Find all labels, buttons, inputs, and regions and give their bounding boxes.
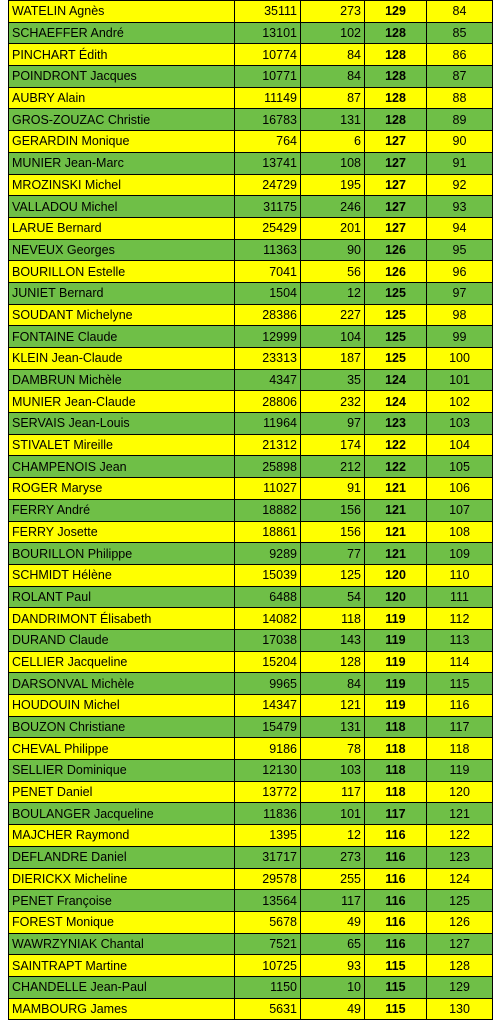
player-name-cell: FOREST Monique bbox=[9, 911, 235, 933]
count-value-cell: 121 bbox=[301, 695, 365, 717]
score-cell: 119 bbox=[365, 695, 427, 717]
total-value-cell: 14347 bbox=[235, 695, 301, 717]
rank-cell: 125 bbox=[427, 890, 493, 912]
player-name-cell: CHEVAL Philippe bbox=[9, 738, 235, 760]
total-value-cell: 18861 bbox=[235, 521, 301, 543]
player-name-cell: BOURILLON Estelle bbox=[9, 261, 235, 283]
player-name-cell: DEFLANDRE Daniel bbox=[9, 846, 235, 868]
count-value-cell: 49 bbox=[301, 911, 365, 933]
table-row bbox=[9, 87, 493, 109]
score-cell: 116 bbox=[365, 846, 427, 868]
total-value-cell: 9965 bbox=[235, 673, 301, 695]
score-cell: 118 bbox=[365, 716, 427, 738]
player-name-cell: BOULANGER Jacqueline bbox=[9, 803, 235, 825]
count-value-cell: 131 bbox=[301, 716, 365, 738]
score-cell: 127 bbox=[365, 152, 427, 174]
rank-cell: 111 bbox=[427, 586, 493, 608]
table-row bbox=[9, 282, 493, 304]
count-value-cell: 49 bbox=[301, 998, 365, 1020]
total-value-cell: 24729 bbox=[235, 174, 301, 196]
player-name-cell: STIVALET Mireille bbox=[9, 434, 235, 456]
score-cell: 125 bbox=[365, 304, 427, 326]
rank-cell: 91 bbox=[427, 152, 493, 174]
total-value-cell: 10771 bbox=[235, 66, 301, 88]
score-cell: 128 bbox=[365, 66, 427, 88]
score-cell: 124 bbox=[365, 391, 427, 413]
player-name-cell: WAWRZYNIAK Chantal bbox=[9, 933, 235, 955]
count-value-cell: 77 bbox=[301, 543, 365, 565]
score-cell: 120 bbox=[365, 586, 427, 608]
table-row bbox=[9, 521, 493, 543]
total-value-cell: 13772 bbox=[235, 781, 301, 803]
total-value-cell: 13101 bbox=[235, 22, 301, 44]
rank-cell: 85 bbox=[427, 22, 493, 44]
player-name-cell: SELLIER Dominique bbox=[9, 760, 235, 782]
rank-cell: 118 bbox=[427, 738, 493, 760]
table-row bbox=[9, 499, 493, 521]
player-name-cell: MUNIER Jean-Marc bbox=[9, 152, 235, 174]
ranking-table bbox=[8, 0, 493, 1020]
table-row bbox=[9, 846, 493, 868]
count-value-cell: 227 bbox=[301, 304, 365, 326]
count-value-cell: 212 bbox=[301, 456, 365, 478]
total-value-cell: 15039 bbox=[235, 564, 301, 586]
count-value-cell: 108 bbox=[301, 152, 365, 174]
table-row bbox=[9, 456, 493, 478]
table-row bbox=[9, 911, 493, 933]
score-cell: 127 bbox=[365, 131, 427, 153]
rank-cell: 110 bbox=[427, 564, 493, 586]
table-row bbox=[9, 803, 493, 825]
count-value-cell: 93 bbox=[301, 955, 365, 977]
score-cell: 125 bbox=[365, 326, 427, 348]
count-value-cell: 12 bbox=[301, 282, 365, 304]
total-value-cell: 25898 bbox=[235, 456, 301, 478]
player-name-cell: DAMBRUN Michèle bbox=[9, 369, 235, 391]
table-row bbox=[9, 434, 493, 456]
player-name-cell: VALLADOU Michel bbox=[9, 196, 235, 218]
score-cell: 119 bbox=[365, 651, 427, 673]
score-cell: 121 bbox=[365, 543, 427, 565]
score-cell: 126 bbox=[365, 239, 427, 261]
score-cell: 116 bbox=[365, 933, 427, 955]
rank-cell: 100 bbox=[427, 348, 493, 370]
rank-cell: 98 bbox=[427, 304, 493, 326]
total-value-cell: 4347 bbox=[235, 369, 301, 391]
rank-cell: 94 bbox=[427, 217, 493, 239]
count-value-cell: 101 bbox=[301, 803, 365, 825]
total-value-cell: 13564 bbox=[235, 890, 301, 912]
table-row bbox=[9, 629, 493, 651]
player-name-cell: SAINTRAPT Martine bbox=[9, 955, 235, 977]
count-value-cell: 143 bbox=[301, 629, 365, 651]
count-value-cell: 78 bbox=[301, 738, 365, 760]
rank-cell: 90 bbox=[427, 131, 493, 153]
total-value-cell: 12130 bbox=[235, 760, 301, 782]
count-value-cell: 125 bbox=[301, 564, 365, 586]
rank-cell: 114 bbox=[427, 651, 493, 673]
count-value-cell: 131 bbox=[301, 109, 365, 131]
table-row bbox=[9, 695, 493, 717]
table-row bbox=[9, 998, 493, 1020]
score-cell: 128 bbox=[365, 109, 427, 131]
player-name-cell: CHANDELLE Jean-Paul bbox=[9, 976, 235, 998]
score-cell: 119 bbox=[365, 673, 427, 695]
total-value-cell: 10774 bbox=[235, 44, 301, 66]
player-name-cell: WATELIN Agnès bbox=[9, 1, 235, 23]
player-name-cell: CELLIER Jacqueline bbox=[9, 651, 235, 673]
rank-cell: 115 bbox=[427, 673, 493, 695]
count-value-cell: 201 bbox=[301, 217, 365, 239]
rank-cell: 88 bbox=[427, 87, 493, 109]
rank-cell: 129 bbox=[427, 976, 493, 998]
table-row bbox=[9, 673, 493, 695]
rank-cell: 116 bbox=[427, 695, 493, 717]
rank-cell: 89 bbox=[427, 109, 493, 131]
rank-cell: 119 bbox=[427, 760, 493, 782]
table-row bbox=[9, 564, 493, 586]
total-value-cell: 5678 bbox=[235, 911, 301, 933]
table-row bbox=[9, 890, 493, 912]
total-value-cell: 10725 bbox=[235, 955, 301, 977]
rank-cell: 122 bbox=[427, 825, 493, 847]
table-row bbox=[9, 369, 493, 391]
player-name-cell: MAJCHER Raymond bbox=[9, 825, 235, 847]
player-name-cell: ROLANT Paul bbox=[9, 586, 235, 608]
score-cell: 128 bbox=[365, 87, 427, 109]
table-row bbox=[9, 955, 493, 977]
count-value-cell: 65 bbox=[301, 933, 365, 955]
table-row bbox=[9, 261, 493, 283]
player-name-cell: BOURILLON Philippe bbox=[9, 543, 235, 565]
count-value-cell: 187 bbox=[301, 348, 365, 370]
total-value-cell: 15204 bbox=[235, 651, 301, 673]
count-value-cell: 6 bbox=[301, 131, 365, 153]
player-name-cell: FERRY André bbox=[9, 499, 235, 521]
player-name-cell: MAMBOURG James bbox=[9, 998, 235, 1020]
table-row bbox=[9, 152, 493, 174]
table-row bbox=[9, 868, 493, 890]
total-value-cell: 1150 bbox=[235, 976, 301, 998]
score-cell: 118 bbox=[365, 760, 427, 782]
total-value-cell: 7521 bbox=[235, 933, 301, 955]
count-value-cell: 84 bbox=[301, 673, 365, 695]
player-name-cell: SERVAIS Jean-Louis bbox=[9, 413, 235, 435]
player-name-cell: DARSONVAL Michèle bbox=[9, 673, 235, 695]
total-value-cell: 17038 bbox=[235, 629, 301, 651]
player-name-cell: MUNIER Jean-Claude bbox=[9, 391, 235, 413]
score-cell: 119 bbox=[365, 629, 427, 651]
total-value-cell: 764 bbox=[235, 131, 301, 153]
player-name-cell: DANDRIMONT Élisabeth bbox=[9, 608, 235, 630]
count-value-cell: 91 bbox=[301, 478, 365, 500]
total-value-cell: 21312 bbox=[235, 434, 301, 456]
total-value-cell: 9186 bbox=[235, 738, 301, 760]
table-row bbox=[9, 174, 493, 196]
score-cell: 125 bbox=[365, 348, 427, 370]
score-cell: 127 bbox=[365, 174, 427, 196]
table-row bbox=[9, 22, 493, 44]
score-cell: 116 bbox=[365, 825, 427, 847]
score-cell: 118 bbox=[365, 781, 427, 803]
rank-cell: 106 bbox=[427, 478, 493, 500]
table-row bbox=[9, 738, 493, 760]
total-value-cell: 11027 bbox=[235, 478, 301, 500]
table-row bbox=[9, 933, 493, 955]
player-name-cell: PINCHART Édith bbox=[9, 44, 235, 66]
player-name-cell: FONTAINE Claude bbox=[9, 326, 235, 348]
score-cell: 129 bbox=[365, 1, 427, 23]
score-cell: 123 bbox=[365, 413, 427, 435]
total-value-cell: 11964 bbox=[235, 413, 301, 435]
total-value-cell: 35111 bbox=[235, 1, 301, 23]
count-value-cell: 232 bbox=[301, 391, 365, 413]
player-name-cell: KLEIN Jean-Claude bbox=[9, 348, 235, 370]
table-row bbox=[9, 976, 493, 998]
total-value-cell: 13741 bbox=[235, 152, 301, 174]
player-name-cell: AUBRY Alain bbox=[9, 87, 235, 109]
table-row bbox=[9, 239, 493, 261]
rank-cell: 124 bbox=[427, 868, 493, 890]
ranking-table-body bbox=[9, 1, 493, 1020]
player-name-cell: NEVEUX Georges bbox=[9, 239, 235, 261]
rank-cell: 103 bbox=[427, 413, 493, 435]
total-value-cell: 7041 bbox=[235, 261, 301, 283]
rank-cell: 95 bbox=[427, 239, 493, 261]
table-row bbox=[9, 413, 493, 435]
count-value-cell: 174 bbox=[301, 434, 365, 456]
rank-cell: 112 bbox=[427, 608, 493, 630]
count-value-cell: 128 bbox=[301, 651, 365, 673]
score-cell: 116 bbox=[365, 911, 427, 933]
table-row bbox=[9, 66, 493, 88]
count-value-cell: 103 bbox=[301, 760, 365, 782]
score-cell: 116 bbox=[365, 890, 427, 912]
player-name-cell: SOUDANT Michelyne bbox=[9, 304, 235, 326]
total-value-cell: 15479 bbox=[235, 716, 301, 738]
count-value-cell: 102 bbox=[301, 22, 365, 44]
count-value-cell: 246 bbox=[301, 196, 365, 218]
score-cell: 118 bbox=[365, 738, 427, 760]
score-cell: 121 bbox=[365, 521, 427, 543]
count-value-cell: 156 bbox=[301, 521, 365, 543]
score-cell: 116 bbox=[365, 868, 427, 890]
table-row bbox=[9, 478, 493, 500]
table-row bbox=[9, 608, 493, 630]
table-row bbox=[9, 651, 493, 673]
total-value-cell: 5631 bbox=[235, 998, 301, 1020]
rank-cell: 120 bbox=[427, 781, 493, 803]
score-cell: 126 bbox=[365, 261, 427, 283]
rank-cell: 99 bbox=[427, 326, 493, 348]
table-row bbox=[9, 196, 493, 218]
rank-cell: 86 bbox=[427, 44, 493, 66]
table-row bbox=[9, 326, 493, 348]
player-name-cell: LARUE Bernard bbox=[9, 217, 235, 239]
player-name-cell: PENET Françoise bbox=[9, 890, 235, 912]
table-row bbox=[9, 825, 493, 847]
table-row bbox=[9, 586, 493, 608]
score-cell: 115 bbox=[365, 976, 427, 998]
table-row bbox=[9, 109, 493, 131]
score-cell: 122 bbox=[365, 456, 427, 478]
rank-cell: 127 bbox=[427, 933, 493, 955]
score-cell: 117 bbox=[365, 803, 427, 825]
player-name-cell: MROZINSKI Michel bbox=[9, 174, 235, 196]
count-value-cell: 195 bbox=[301, 174, 365, 196]
score-cell: 127 bbox=[365, 217, 427, 239]
score-cell: 124 bbox=[365, 369, 427, 391]
count-value-cell: 273 bbox=[301, 846, 365, 868]
table-row bbox=[9, 217, 493, 239]
count-value-cell: 117 bbox=[301, 890, 365, 912]
total-value-cell: 16783 bbox=[235, 109, 301, 131]
player-name-cell: DIERICKX Micheline bbox=[9, 868, 235, 890]
rank-cell: 92 bbox=[427, 174, 493, 196]
rank-cell: 87 bbox=[427, 66, 493, 88]
total-value-cell: 1504 bbox=[235, 282, 301, 304]
rank-cell: 107 bbox=[427, 499, 493, 521]
table-row bbox=[9, 391, 493, 413]
total-value-cell: 28806 bbox=[235, 391, 301, 413]
score-cell: 121 bbox=[365, 478, 427, 500]
rank-cell: 108 bbox=[427, 521, 493, 543]
score-cell: 121 bbox=[365, 499, 427, 521]
rank-cell: 113 bbox=[427, 629, 493, 651]
rank-cell: 128 bbox=[427, 955, 493, 977]
total-value-cell: 25429 bbox=[235, 217, 301, 239]
table-row bbox=[9, 716, 493, 738]
player-name-cell: SCHMIDT Hélène bbox=[9, 564, 235, 586]
total-value-cell: 11836 bbox=[235, 803, 301, 825]
table-row bbox=[9, 44, 493, 66]
rank-cell: 93 bbox=[427, 196, 493, 218]
score-cell: 115 bbox=[365, 998, 427, 1020]
count-value-cell: 87 bbox=[301, 87, 365, 109]
count-value-cell: 156 bbox=[301, 499, 365, 521]
count-value-cell: 255 bbox=[301, 868, 365, 890]
score-cell: 127 bbox=[365, 196, 427, 218]
player-name-cell: GROS-ZOUZAC Christie bbox=[9, 109, 235, 131]
count-value-cell: 56 bbox=[301, 261, 365, 283]
total-value-cell: 31175 bbox=[235, 196, 301, 218]
total-value-cell: 6488 bbox=[235, 586, 301, 608]
total-value-cell: 12999 bbox=[235, 326, 301, 348]
score-cell: 120 bbox=[365, 564, 427, 586]
player-name-cell: HOUDOUIN Michel bbox=[9, 695, 235, 717]
rank-cell: 84 bbox=[427, 1, 493, 23]
table-row bbox=[9, 1, 493, 23]
count-value-cell: 84 bbox=[301, 66, 365, 88]
rank-cell: 96 bbox=[427, 261, 493, 283]
rank-cell: 121 bbox=[427, 803, 493, 825]
rank-cell: 102 bbox=[427, 391, 493, 413]
total-value-cell: 31717 bbox=[235, 846, 301, 868]
player-name-cell: CHAMPENOIS Jean bbox=[9, 456, 235, 478]
rank-cell: 109 bbox=[427, 543, 493, 565]
table-row bbox=[9, 781, 493, 803]
count-value-cell: 84 bbox=[301, 44, 365, 66]
player-name-cell: POINDRONT Jacques bbox=[9, 66, 235, 88]
count-value-cell: 97 bbox=[301, 413, 365, 435]
table-row bbox=[9, 760, 493, 782]
player-name-cell: BOUZON Christiane bbox=[9, 716, 235, 738]
table-row bbox=[9, 348, 493, 370]
total-value-cell: 23313 bbox=[235, 348, 301, 370]
rank-cell: 126 bbox=[427, 911, 493, 933]
total-value-cell: 9289 bbox=[235, 543, 301, 565]
table-row bbox=[9, 304, 493, 326]
player-name-cell: GERARDIN Monique bbox=[9, 131, 235, 153]
player-name-cell: FERRY Josette bbox=[9, 521, 235, 543]
player-name-cell: ROGER Maryse bbox=[9, 478, 235, 500]
count-value-cell: 10 bbox=[301, 976, 365, 998]
count-value-cell: 12 bbox=[301, 825, 365, 847]
player-name-cell: DURAND Claude bbox=[9, 629, 235, 651]
count-value-cell: 35 bbox=[301, 369, 365, 391]
count-value-cell: 104 bbox=[301, 326, 365, 348]
rank-cell: 104 bbox=[427, 434, 493, 456]
count-value-cell: 118 bbox=[301, 608, 365, 630]
rank-cell: 130 bbox=[427, 998, 493, 1020]
count-value-cell: 90 bbox=[301, 239, 365, 261]
table-row bbox=[9, 543, 493, 565]
score-cell: 128 bbox=[365, 44, 427, 66]
total-value-cell: 11149 bbox=[235, 87, 301, 109]
rank-cell: 117 bbox=[427, 716, 493, 738]
count-value-cell: 117 bbox=[301, 781, 365, 803]
player-name-cell: JUNIET Bernard bbox=[9, 282, 235, 304]
player-name-cell: SCHAEFFER André bbox=[9, 22, 235, 44]
rank-cell: 123 bbox=[427, 846, 493, 868]
total-value-cell: 11363 bbox=[235, 239, 301, 261]
count-value-cell: 54 bbox=[301, 586, 365, 608]
rank-cell: 97 bbox=[427, 282, 493, 304]
total-value-cell: 1395 bbox=[235, 825, 301, 847]
score-cell: 115 bbox=[365, 955, 427, 977]
table-row bbox=[9, 131, 493, 153]
score-cell: 122 bbox=[365, 434, 427, 456]
count-value-cell: 273 bbox=[301, 1, 365, 23]
total-value-cell: 14082 bbox=[235, 608, 301, 630]
score-cell: 119 bbox=[365, 608, 427, 630]
rank-cell: 105 bbox=[427, 456, 493, 478]
player-name-cell: PENET Daniel bbox=[9, 781, 235, 803]
score-cell: 128 bbox=[365, 22, 427, 44]
total-value-cell: 29578 bbox=[235, 868, 301, 890]
total-value-cell: 18882 bbox=[235, 499, 301, 521]
total-value-cell: 28386 bbox=[235, 304, 301, 326]
score-cell: 125 bbox=[365, 282, 427, 304]
rank-cell: 101 bbox=[427, 369, 493, 391]
